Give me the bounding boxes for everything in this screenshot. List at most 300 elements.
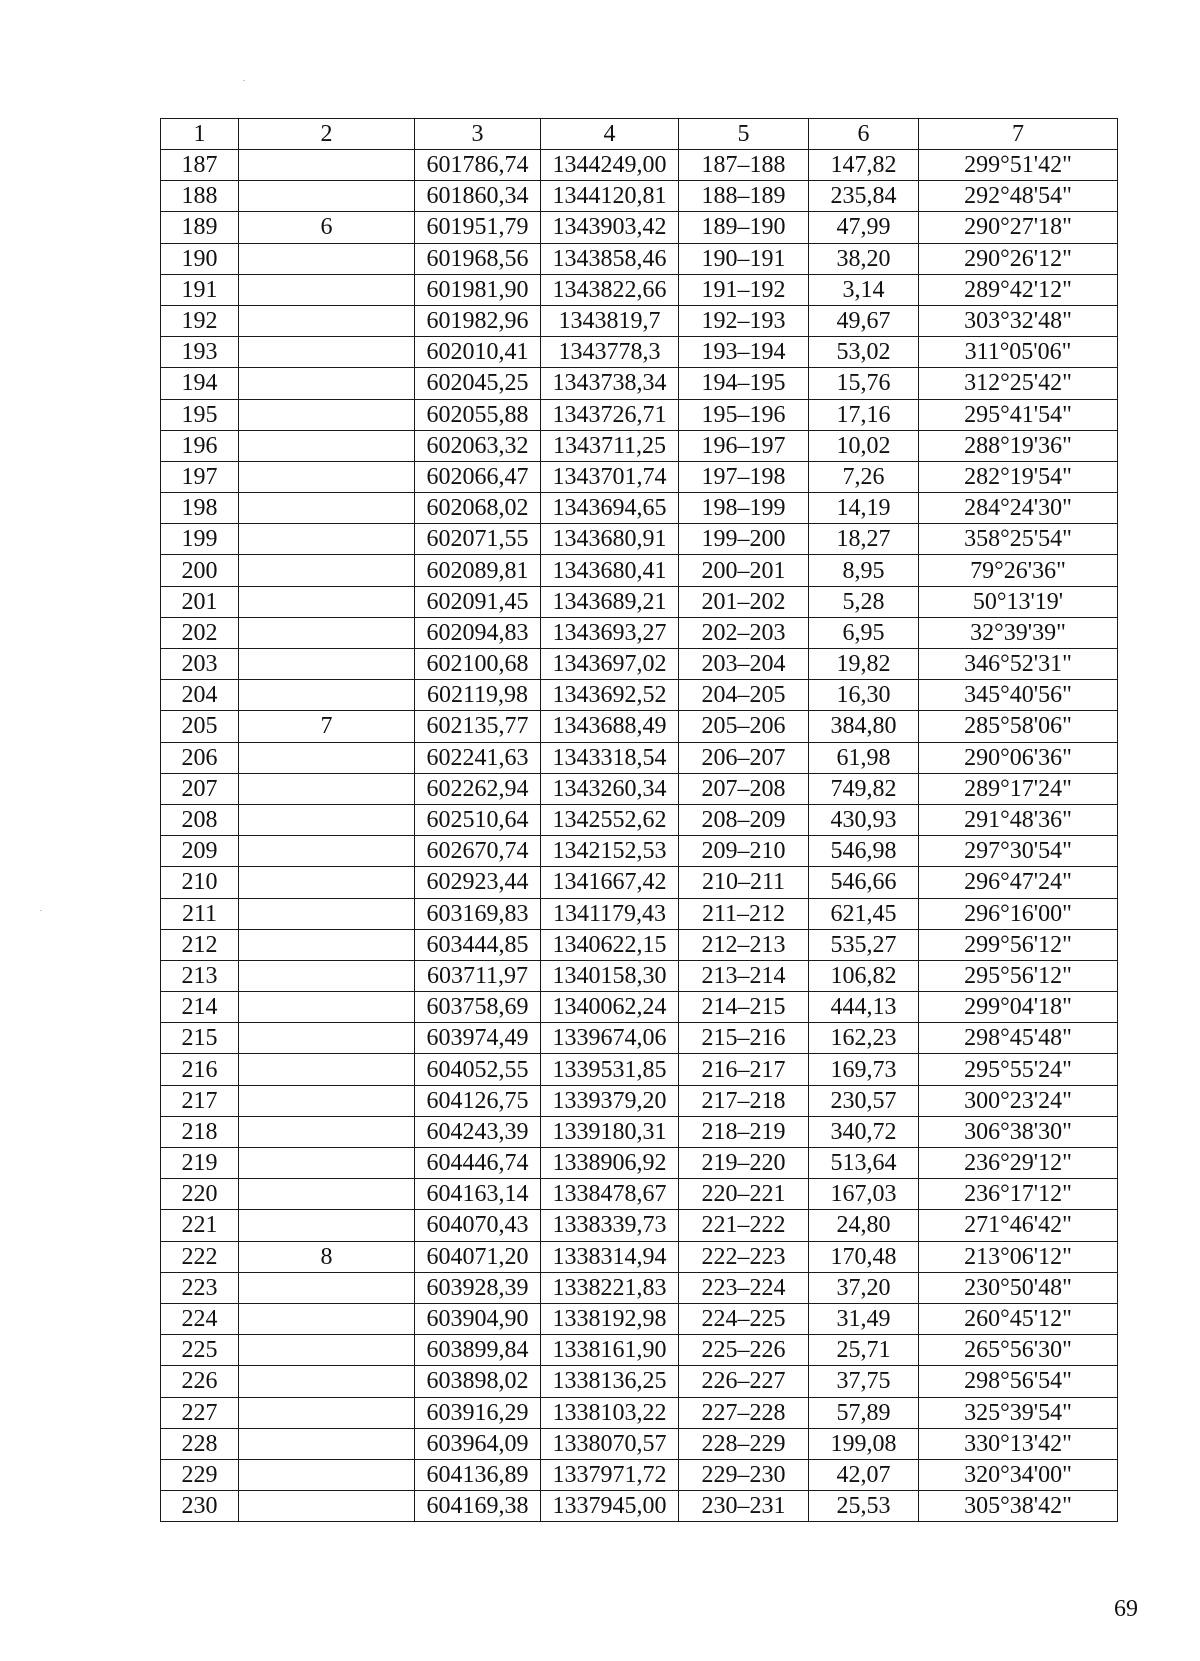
section-number-cell (239, 1397, 415, 1428)
table-row (161, 1116, 1118, 1147)
point-number-cell: 192 (161, 305, 239, 336)
segment-cell: 216–217 (679, 1054, 809, 1085)
length-cell: 106,82 (809, 960, 919, 991)
y-coordinate-cell: 1343711,25 (541, 430, 679, 461)
segment-cell: 223–224 (679, 1272, 809, 1303)
length-cell: 546,66 (809, 867, 919, 898)
length-cell: 37,20 (809, 1272, 919, 1303)
bearing-cell: 265°56'30" (919, 1335, 1118, 1366)
y-coordinate-cell: 1338478,67 (541, 1179, 679, 1210)
bearing-cell: 300°23'24" (919, 1085, 1118, 1116)
y-coordinate-cell: 1338070,57 (541, 1428, 679, 1459)
table-header-row (161, 119, 1118, 150)
section-number-cell (239, 1085, 415, 1116)
y-coordinate-cell: 1338161,90 (541, 1335, 679, 1366)
point-number-cell: 213 (161, 960, 239, 991)
column-header: 6 (809, 119, 919, 150)
point-number-cell: 189 (161, 212, 239, 243)
column-header: 2 (239, 119, 415, 150)
table-row (161, 461, 1118, 492)
table-row (161, 1272, 1118, 1303)
x-coordinate-cell: 602262,94 (415, 773, 541, 804)
point-number-cell: 217 (161, 1085, 239, 1116)
section-number-cell (239, 1303, 415, 1334)
section-number-cell (239, 867, 415, 898)
y-coordinate-cell: 1343694,65 (541, 493, 679, 524)
bearing-cell: 346°52'31" (919, 649, 1118, 680)
point-number-cell: 201 (161, 586, 239, 617)
point-number-cell: 204 (161, 680, 239, 711)
segment-cell: 191–192 (679, 274, 809, 305)
table-row (161, 742, 1118, 773)
segment-cell: 213–214 (679, 960, 809, 991)
point-number-cell: 191 (161, 274, 239, 305)
point-number-cell: 226 (161, 1366, 239, 1397)
length-cell: 430,93 (809, 804, 919, 835)
section-number-cell (239, 337, 415, 368)
table-row (161, 711, 1118, 742)
y-coordinate-cell: 1339379,20 (541, 1085, 679, 1116)
segment-cell: 196–197 (679, 430, 809, 461)
column-header: 1 (161, 119, 239, 150)
point-number-cell: 223 (161, 1272, 239, 1303)
point-number-cell: 218 (161, 1116, 239, 1147)
table-body (161, 119, 1118, 1522)
bearing-cell: 296°47'24" (919, 867, 1118, 898)
x-coordinate-cell: 602923,44 (415, 867, 541, 898)
length-cell: 621,45 (809, 898, 919, 929)
section-number-cell (239, 773, 415, 804)
x-coordinate-cell: 603169,83 (415, 898, 541, 929)
section-number-cell (239, 1116, 415, 1147)
length-cell: 47,99 (809, 212, 919, 243)
point-number-cell: 196 (161, 430, 239, 461)
length-cell: 14,19 (809, 493, 919, 524)
table-row (161, 524, 1118, 555)
bearing-cell: 330°13'42" (919, 1428, 1118, 1459)
table-row (161, 929, 1118, 960)
bearing-cell: 260°45'12" (919, 1303, 1118, 1334)
bearing-cell: 282°19'54" (919, 461, 1118, 492)
x-coordinate-cell: 602068,02 (415, 493, 541, 524)
bearing-cell: 236°17'12" (919, 1179, 1118, 1210)
length-cell: 3,14 (809, 274, 919, 305)
y-coordinate-cell: 1343819,7 (541, 305, 679, 336)
x-coordinate-cell: 602670,74 (415, 836, 541, 867)
length-cell: 24,80 (809, 1210, 919, 1241)
y-coordinate-cell: 1343778,3 (541, 337, 679, 368)
point-number-cell: 222 (161, 1241, 239, 1272)
segment-cell: 226–227 (679, 1366, 809, 1397)
y-coordinate-cell: 1344120,81 (541, 181, 679, 212)
section-number-cell (239, 804, 415, 835)
column-header: 3 (415, 119, 541, 150)
section-number-cell (239, 243, 415, 274)
section-number-cell (239, 430, 415, 461)
section-number-cell: 7 (239, 711, 415, 742)
segment-cell: 192–193 (679, 305, 809, 336)
segment-cell: 218–219 (679, 1116, 809, 1147)
table-row (161, 555, 1118, 586)
x-coordinate-cell: 603974,49 (415, 1023, 541, 1054)
y-coordinate-cell: 1338136,25 (541, 1366, 679, 1397)
length-cell: 513,64 (809, 1148, 919, 1179)
segment-cell: 190–191 (679, 243, 809, 274)
x-coordinate-cell: 604169,38 (415, 1491, 541, 1522)
section-number-cell (239, 1366, 415, 1397)
segment-cell: 214–215 (679, 992, 809, 1023)
y-coordinate-cell: 1340158,30 (541, 960, 679, 991)
length-cell: 167,03 (809, 1179, 919, 1210)
length-cell: 17,16 (809, 399, 919, 430)
length-cell: 546,98 (809, 836, 919, 867)
bearing-cell: 292°48'54" (919, 181, 1118, 212)
section-number-cell (239, 305, 415, 336)
length-cell: 15,76 (809, 368, 919, 399)
bearing-cell: 230°50'48" (919, 1272, 1118, 1303)
y-coordinate-cell: 1340622,15 (541, 929, 679, 960)
y-coordinate-cell: 1342552,62 (541, 804, 679, 835)
section-number-cell (239, 1428, 415, 1459)
length-cell: 19,82 (809, 649, 919, 680)
segment-cell: 206–207 (679, 742, 809, 773)
y-coordinate-cell: 1341179,43 (541, 898, 679, 929)
point-number-cell: 193 (161, 337, 239, 368)
segment-cell: 202–203 (679, 617, 809, 648)
table-row (161, 867, 1118, 898)
length-cell: 169,73 (809, 1054, 919, 1085)
x-coordinate-cell: 601951,79 (415, 212, 541, 243)
bearing-cell: 289°42'12" (919, 274, 1118, 305)
point-number-cell: 203 (161, 649, 239, 680)
scan-speck (40, 910, 42, 911)
section-number-cell (239, 649, 415, 680)
table-row (161, 1303, 1118, 1334)
segment-cell: 194–195 (679, 368, 809, 399)
segment-cell: 200–201 (679, 555, 809, 586)
length-cell: 42,07 (809, 1459, 919, 1490)
x-coordinate-cell: 601786,74 (415, 150, 541, 181)
x-coordinate-cell: 601968,56 (415, 243, 541, 274)
bearing-cell: 299°56'12" (919, 929, 1118, 960)
section-number-cell (239, 742, 415, 773)
bearing-cell: 290°06'36" (919, 742, 1118, 773)
point-number-cell: 216 (161, 1054, 239, 1085)
bearing-cell: 299°04'18" (919, 992, 1118, 1023)
segment-cell: 211–212 (679, 898, 809, 929)
segment-cell: 197–198 (679, 461, 809, 492)
x-coordinate-cell: 602094,83 (415, 617, 541, 648)
segment-cell: 210–211 (679, 867, 809, 898)
x-coordinate-cell: 604136,89 (415, 1459, 541, 1490)
x-coordinate-cell: 603916,29 (415, 1397, 541, 1428)
bearing-cell: 297°30'54" (919, 836, 1118, 867)
section-number-cell (239, 461, 415, 492)
bearing-cell: 213°06'12" (919, 1241, 1118, 1272)
y-coordinate-cell: 1337945,00 (541, 1491, 679, 1522)
point-number-cell: 208 (161, 804, 239, 835)
length-cell: 16,30 (809, 680, 919, 711)
point-number-cell: 195 (161, 399, 239, 430)
table-row (161, 1054, 1118, 1085)
point-number-cell: 199 (161, 524, 239, 555)
segment-cell: 188–189 (679, 181, 809, 212)
x-coordinate-cell: 602066,47 (415, 461, 541, 492)
table-row (161, 1366, 1118, 1397)
segment-cell: 198–199 (679, 493, 809, 524)
section-number-cell (239, 1335, 415, 1366)
bearing-cell: 303°32'48" (919, 305, 1118, 336)
x-coordinate-cell: 603899,84 (415, 1335, 541, 1366)
bearing-cell: 311°05'06" (919, 337, 1118, 368)
point-number-cell: 227 (161, 1397, 239, 1428)
x-coordinate-cell: 602241,63 (415, 742, 541, 773)
table-row (161, 649, 1118, 680)
segment-cell: 212–213 (679, 929, 809, 960)
point-number-cell: 214 (161, 992, 239, 1023)
table-row (161, 1179, 1118, 1210)
bearing-cell: 295°56'12" (919, 960, 1118, 991)
y-coordinate-cell: 1344249,00 (541, 150, 679, 181)
point-number-cell: 210 (161, 867, 239, 898)
length-cell: 7,26 (809, 461, 919, 492)
bearing-cell: 32°39'39" (919, 617, 1118, 648)
table-row (161, 1241, 1118, 1272)
length-cell: 749,82 (809, 773, 919, 804)
segment-cell: 219–220 (679, 1148, 809, 1179)
length-cell: 230,57 (809, 1085, 919, 1116)
section-number-cell (239, 181, 415, 212)
bearing-cell: 79°26'36" (919, 555, 1118, 586)
bearing-cell: 271°46'42" (919, 1210, 1118, 1241)
y-coordinate-cell: 1338339,73 (541, 1210, 679, 1241)
table-row (161, 992, 1118, 1023)
x-coordinate-cell: 603904,90 (415, 1303, 541, 1334)
x-coordinate-cell: 604052,55 (415, 1054, 541, 1085)
section-number-cell (239, 960, 415, 991)
table-row (161, 305, 1118, 336)
point-number-cell: 224 (161, 1303, 239, 1334)
column-header: 5 (679, 119, 809, 150)
section-number-cell (239, 680, 415, 711)
point-number-cell: 229 (161, 1459, 239, 1490)
bearing-cell: 295°55'24" (919, 1054, 1118, 1085)
y-coordinate-cell: 1343858,46 (541, 243, 679, 274)
table-row (161, 1335, 1118, 1366)
y-coordinate-cell: 1343680,41 (541, 555, 679, 586)
x-coordinate-cell: 602089,81 (415, 555, 541, 586)
section-number-cell (239, 1459, 415, 1490)
point-number-cell: 194 (161, 368, 239, 399)
bearing-cell: 296°16'00" (919, 898, 1118, 929)
bearing-cell: 358°25'54" (919, 524, 1118, 555)
section-number-cell (239, 399, 415, 430)
x-coordinate-cell: 602010,41 (415, 337, 541, 368)
table-row (161, 1210, 1118, 1241)
point-number-cell: 188 (161, 181, 239, 212)
point-number-cell: 207 (161, 773, 239, 804)
length-cell: 53,02 (809, 337, 919, 368)
table-row (161, 1459, 1118, 1490)
x-coordinate-cell: 603928,39 (415, 1272, 541, 1303)
bearing-cell: 50°13'19' (919, 586, 1118, 617)
point-number-cell: 212 (161, 929, 239, 960)
section-number-cell: 8 (239, 1241, 415, 1272)
length-cell: 31,49 (809, 1303, 919, 1334)
point-number-cell: 206 (161, 742, 239, 773)
table-row (161, 773, 1118, 804)
coordinates-table (160, 118, 1118, 1522)
length-cell: 25,53 (809, 1491, 919, 1522)
x-coordinate-cell: 603444,85 (415, 929, 541, 960)
y-coordinate-cell: 1343697,02 (541, 649, 679, 680)
table-row (161, 617, 1118, 648)
length-cell: 38,20 (809, 243, 919, 274)
x-coordinate-cell: 604446,74 (415, 1148, 541, 1179)
segment-cell: 209–210 (679, 836, 809, 867)
section-number-cell (239, 1054, 415, 1085)
section-number-cell (239, 836, 415, 867)
segment-cell: 195–196 (679, 399, 809, 430)
x-coordinate-cell: 602119,98 (415, 680, 541, 711)
x-coordinate-cell: 601981,90 (415, 274, 541, 305)
y-coordinate-cell: 1339180,31 (541, 1116, 679, 1147)
table-row (161, 1397, 1118, 1428)
table-row (161, 1491, 1118, 1522)
point-number-cell: 209 (161, 836, 239, 867)
point-number-cell: 215 (161, 1023, 239, 1054)
table-row (161, 680, 1118, 711)
segment-cell: 227–228 (679, 1397, 809, 1428)
length-cell: 535,27 (809, 929, 919, 960)
table-row (161, 1428, 1118, 1459)
section-number-cell (239, 1491, 415, 1522)
segment-cell: 222–223 (679, 1241, 809, 1272)
segment-cell: 225–226 (679, 1335, 809, 1366)
y-coordinate-cell: 1339674,06 (541, 1023, 679, 1054)
bearing-cell: 298°45'48" (919, 1023, 1118, 1054)
x-coordinate-cell: 602510,64 (415, 804, 541, 835)
bearing-cell: 306°38'30" (919, 1116, 1118, 1147)
segment-cell: 215–216 (679, 1023, 809, 1054)
segment-cell: 230–231 (679, 1491, 809, 1522)
segment-cell: 193–194 (679, 337, 809, 368)
page-number: 69 (1114, 1596, 1138, 1622)
section-number-cell (239, 1272, 415, 1303)
table-row (161, 274, 1118, 305)
bearing-cell: 299°51'42" (919, 150, 1118, 181)
x-coordinate-cell: 603898,02 (415, 1366, 541, 1397)
y-coordinate-cell: 1341667,42 (541, 867, 679, 898)
length-cell: 199,08 (809, 1428, 919, 1459)
x-coordinate-cell: 602055,88 (415, 399, 541, 430)
y-coordinate-cell: 1339531,85 (541, 1054, 679, 1085)
column-header: 4 (541, 119, 679, 150)
section-number-cell (239, 617, 415, 648)
y-coordinate-cell: 1343318,54 (541, 742, 679, 773)
bearing-cell: 284°24'30" (919, 493, 1118, 524)
bearing-cell: 289°17'24" (919, 773, 1118, 804)
bearing-cell: 320°34'00" (919, 1459, 1118, 1490)
segment-cell: 204–205 (679, 680, 809, 711)
point-number-cell: 202 (161, 617, 239, 648)
y-coordinate-cell: 1343692,52 (541, 680, 679, 711)
table-row (161, 399, 1118, 430)
length-cell: 18,27 (809, 524, 919, 555)
section-number-cell (239, 555, 415, 586)
length-cell: 8,95 (809, 555, 919, 586)
segment-cell: 229–230 (679, 1459, 809, 1490)
bearing-cell: 295°41'54" (919, 399, 1118, 430)
bearing-cell: 236°29'12" (919, 1148, 1118, 1179)
length-cell: 235,84 (809, 181, 919, 212)
length-cell: 384,80 (809, 711, 919, 742)
length-cell: 49,67 (809, 305, 919, 336)
y-coordinate-cell: 1338192,98 (541, 1303, 679, 1334)
x-coordinate-cell: 604071,20 (415, 1241, 541, 1272)
bearing-cell: 288°19'36" (919, 430, 1118, 461)
x-coordinate-cell: 603758,69 (415, 992, 541, 1023)
section-number-cell (239, 524, 415, 555)
point-number-cell: 230 (161, 1491, 239, 1522)
table-row (161, 150, 1118, 181)
segment-cell: 207–208 (679, 773, 809, 804)
x-coordinate-cell: 601860,34 (415, 181, 541, 212)
x-coordinate-cell: 602071,55 (415, 524, 541, 555)
x-coordinate-cell: 601982,96 (415, 305, 541, 336)
point-number-cell: 190 (161, 243, 239, 274)
length-cell: 25,71 (809, 1335, 919, 1366)
segment-cell: 224–225 (679, 1303, 809, 1334)
table-row (161, 1023, 1118, 1054)
x-coordinate-cell: 604070,43 (415, 1210, 541, 1241)
section-number-cell (239, 1023, 415, 1054)
segment-cell: 208–209 (679, 804, 809, 835)
segment-cell: 217–218 (679, 1085, 809, 1116)
x-coordinate-cell: 603711,97 (415, 960, 541, 991)
section-number-cell (239, 1210, 415, 1241)
x-coordinate-cell: 602045,25 (415, 368, 541, 399)
y-coordinate-cell: 1343688,49 (541, 711, 679, 742)
segment-cell: 201–202 (679, 586, 809, 617)
y-coordinate-cell: 1342152,53 (541, 836, 679, 867)
table-row (161, 804, 1118, 835)
section-number-cell (239, 1179, 415, 1210)
length-cell: 162,23 (809, 1023, 919, 1054)
y-coordinate-cell: 1343822,66 (541, 274, 679, 305)
point-number-cell: 220 (161, 1179, 239, 1210)
x-coordinate-cell: 602091,45 (415, 586, 541, 617)
bearing-cell: 290°26'12" (919, 243, 1118, 274)
bearing-cell: 305°38'42" (919, 1491, 1118, 1522)
table-row (161, 493, 1118, 524)
segment-cell: 220–221 (679, 1179, 809, 1210)
table-row (161, 337, 1118, 368)
point-number-cell: 197 (161, 461, 239, 492)
section-number-cell: 6 (239, 212, 415, 243)
bearing-cell: 325°39'54" (919, 1397, 1118, 1428)
point-number-cell: 198 (161, 493, 239, 524)
scan-speck (243, 80, 245, 81)
table-row (161, 898, 1118, 929)
table-row (161, 836, 1118, 867)
section-number-cell (239, 586, 415, 617)
y-coordinate-cell: 1340062,24 (541, 992, 679, 1023)
bearing-cell: 285°58'06" (919, 711, 1118, 742)
table-row (161, 243, 1118, 274)
y-coordinate-cell: 1343693,27 (541, 617, 679, 648)
y-coordinate-cell: 1343689,21 (541, 586, 679, 617)
